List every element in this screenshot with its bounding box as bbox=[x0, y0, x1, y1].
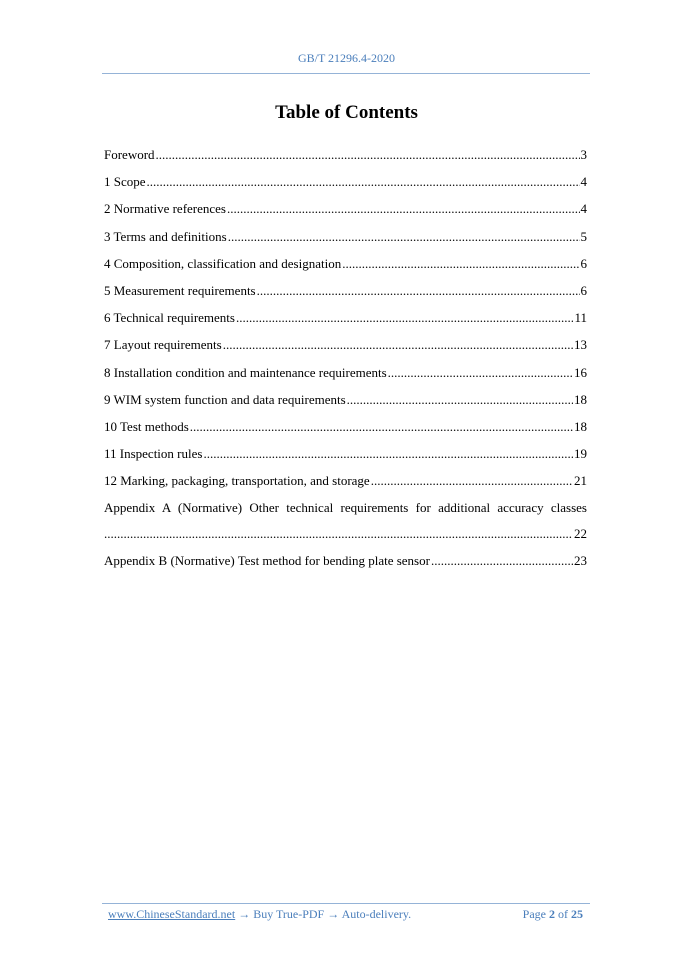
toc-entry-label: 12 Marking, packaging, transportation, and storage bbox=[104, 473, 370, 489]
arrow-right-icon: → bbox=[327, 907, 340, 921]
toc-entry-label: 1 Scope bbox=[104, 174, 146, 190]
toc-entry-layout-requirements[interactable] bbox=[104, 337, 587, 364]
toc-entry-page: 6 bbox=[580, 255, 587, 271]
toc-entry-inspection-rules[interactable] bbox=[104, 446, 587, 473]
page-word: Page bbox=[522, 907, 546, 921]
toc-entry-label: 8 Installation condition and maintenance requirements bbox=[104, 364, 387, 380]
toc-leader-dots bbox=[227, 201, 580, 217]
toc-entry-label: 3 Terms and definitions bbox=[104, 228, 227, 244]
toc-entry-technical-requirements[interactable] bbox=[104, 310, 587, 337]
toc-leader-dots bbox=[228, 229, 580, 245]
toc-entry-scope[interactable] bbox=[104, 174, 587, 201]
toc-entry-label: 9 WIM system function and data requirements bbox=[104, 391, 346, 407]
toc-entry-page: 5 bbox=[580, 228, 587, 244]
auto-delivery-text: Auto-delivery. bbox=[341, 907, 412, 921]
toc-entry-page: 18 bbox=[574, 391, 587, 407]
page-number bbox=[523, 907, 583, 922]
toc-title: Table of Contents bbox=[275, 102, 418, 123]
toc-entry-marking-packaging[interactable] bbox=[104, 473, 587, 500]
running-header: GB/T 21296.4-2020 bbox=[297, 51, 396, 65]
toc-entry-label: Foreword bbox=[104, 147, 155, 162]
toc-leader-dots bbox=[431, 553, 573, 569]
toc-entry-label: 2 Normative references bbox=[104, 201, 226, 217]
header-divider bbox=[102, 73, 590, 74]
toc-leader-dots bbox=[190, 419, 573, 435]
toc-entry-page: 11 bbox=[574, 310, 587, 326]
toc-entry-label: Appendix A (Normative) Other technical requirements for additional accuracy classes bbox=[104, 500, 587, 516]
table-of-contents bbox=[104, 147, 587, 581]
arrow-right-icon: → bbox=[238, 907, 251, 921]
toc-entry-page: 13 bbox=[574, 337, 587, 353]
toc-entry-installation[interactable] bbox=[104, 365, 587, 392]
website-link[interactable]: www.ChineseStandard.net bbox=[108, 907, 236, 921]
toc-entry-page: 23 bbox=[574, 553, 587, 569]
toc-leader-dots bbox=[347, 392, 573, 408]
toc-leader-dots bbox=[371, 473, 573, 489]
toc-entry-label: 7 Layout requirements bbox=[104, 337, 222, 353]
footer-divider bbox=[102, 903, 590, 904]
toc-leader-dots bbox=[388, 365, 573, 381]
toc-entry-foreword[interactable] bbox=[104, 147, 587, 174]
toc-leader-dots bbox=[342, 256, 579, 272]
of-word: of bbox=[558, 907, 568, 921]
toc-entry-appendix-b[interactable] bbox=[104, 553, 587, 580]
toc-entry-page: 18 bbox=[574, 418, 587, 434]
toc-entry-page: 4 bbox=[580, 174, 587, 190]
toc-leader-dots bbox=[223, 337, 573, 353]
toc-entry-page: 6 bbox=[580, 282, 587, 298]
footer-promo bbox=[108, 907, 411, 922]
toc-leader-dots bbox=[236, 310, 574, 326]
toc-entry-label: Appendix B (Normative) Test method for bending plate sensor bbox=[104, 553, 430, 569]
toc-entry-label: 6 Technical requirements bbox=[104, 310, 235, 326]
toc-leader-dots bbox=[257, 283, 580, 299]
toc-entry-wim-system[interactable] bbox=[104, 392, 587, 419]
toc-leader-dots bbox=[156, 147, 580, 163]
toc-entry-page: 21 bbox=[574, 473, 587, 489]
toc-entry-appendix-a[interactable] bbox=[104, 500, 587, 553]
toc-entry-page: 19 bbox=[574, 446, 587, 462]
toc-entry-page: 4 bbox=[580, 201, 587, 217]
toc-leader-dots bbox=[147, 174, 580, 190]
toc-entry-page: 22 bbox=[574, 526, 587, 542]
total-pages: 25 bbox=[571, 907, 583, 921]
toc-entry-normative-references[interactable] bbox=[104, 201, 587, 228]
toc-entry-composition[interactable] bbox=[104, 256, 587, 283]
toc-leader-dots bbox=[104, 526, 572, 542]
toc-entry-label: 10 Test methods bbox=[104, 418, 189, 434]
toc-entry-terms-definitions[interactable] bbox=[104, 229, 587, 256]
toc-entry-page: 16 bbox=[574, 364, 587, 380]
toc-leader-dots bbox=[203, 446, 573, 462]
current-page: 2 bbox=[549, 907, 555, 921]
toc-entry-label: 5 Measurement requirements bbox=[104, 282, 256, 298]
toc-entry-measurement-requirements[interactable] bbox=[104, 283, 587, 310]
toc-entry-label: 4 Composition, classification and designation bbox=[104, 255, 342, 271]
toc-entry-label: 11 Inspection rules bbox=[104, 446, 203, 462]
buy-pdf-text: Buy True-PDF bbox=[253, 907, 325, 921]
toc-entry-test-methods[interactable] bbox=[104, 419, 587, 446]
toc-entry-page: 3 bbox=[580, 147, 587, 162]
